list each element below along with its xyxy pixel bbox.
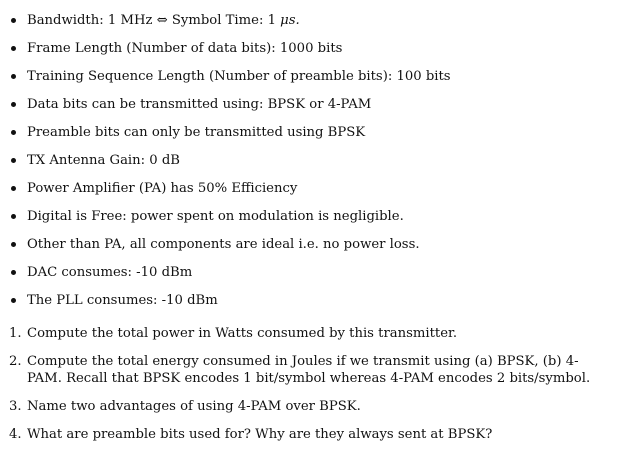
list-item-text: Other than PA, all components are ideal i.e. no power loss.: [27, 237, 420, 252]
list-item-text: Training Sequence Length (Number of preamble bits): 100 bits: [27, 69, 451, 84]
question-number: 2.: [9, 354, 22, 369]
specification-list: [0, 12, 622, 320]
question-item: [0, 353, 622, 387]
list-item-antenna-gain: [0, 152, 622, 180]
bullet-icon: [11, 242, 16, 247]
question-item: [0, 426, 622, 443]
list-item-text: Digital is Free: power spent on modulation is negligible.: [27, 209, 404, 224]
list-item-text: TX Antenna Gain: 0 dB: [27, 153, 180, 168]
list-item-text: Preamble bits can only be transmitted using BPSK: [27, 125, 366, 140]
question-text: Compute the total power in Watts consumed by this transmitter.: [27, 326, 458, 341]
list-item-training-sequence: [0, 68, 622, 96]
bullet-icon: [11, 270, 16, 275]
list-item-digital-free: [0, 208, 622, 236]
bullet-icon: [11, 130, 16, 135]
bandwidth-label: Bandwidth: 1 MHz: [27, 13, 157, 28]
list-item-text: The PLL consumes: -10 dBm: [27, 293, 218, 308]
list-item-text: Data bits can be transmitted using: BPSK or 4-PAM: [27, 97, 372, 112]
list-item-text: Frame Length (Number of data bits): 1000 bits: [27, 41, 343, 56]
question-number: 3.: [9, 399, 22, 414]
question-text: Compute the total energy consumed in Joules if we transmit using (a) BPSK, (b) 4-PAM. Recall that BPSK encodes 1 bit/symbol whereas 4-PAM encodes 2 bits/symbol.: [27, 354, 591, 386]
bullet-icon: [11, 214, 16, 219]
list-item-dac-power: [0, 264, 622, 292]
question-number: 4.: [9, 427, 22, 442]
question-item: [0, 398, 622, 415]
list-item-pll-power: [0, 292, 622, 320]
list-item-ideal-components: [0, 236, 622, 264]
list-item-pa-efficiency: [0, 180, 622, 208]
list-item-text: DAC consumes: -10 dBm: [27, 265, 193, 280]
question-text: Name two advantages of using 4-PAM over BPSK.: [27, 399, 361, 414]
list-item-frame-length: [0, 40, 622, 68]
bullet-icon: [11, 18, 16, 23]
bullet-icon: [11, 158, 16, 163]
question-number: 1.: [9, 326, 22, 341]
bullet-icon: [11, 46, 16, 51]
micro-symbol: μ: [280, 13, 289, 28]
question-text: What are preamble bits used for? Why are they always sent at BPSK?: [27, 427, 493, 442]
question-item: [0, 325, 622, 342]
list-item-text: Power Amplifier (PA) has 50% Efficiency: [27, 181, 298, 196]
bullet-icon: [11, 102, 16, 107]
question-list: [0, 325, 622, 454]
symbol-time-label: Symbol Time: 1: [167, 13, 281, 28]
list-item-preamble-modulation: [0, 124, 622, 152]
seconds-unit: s.: [288, 13, 300, 28]
bullet-icon: [11, 298, 16, 303]
bullet-icon: [11, 186, 16, 191]
list-item-data-bits-modulation: [0, 96, 622, 124]
list-item-bandwidth: [0, 12, 622, 40]
bullet-icon: [11, 74, 16, 79]
equivalence-arrow-icon: ⇔: [156, 13, 168, 28]
